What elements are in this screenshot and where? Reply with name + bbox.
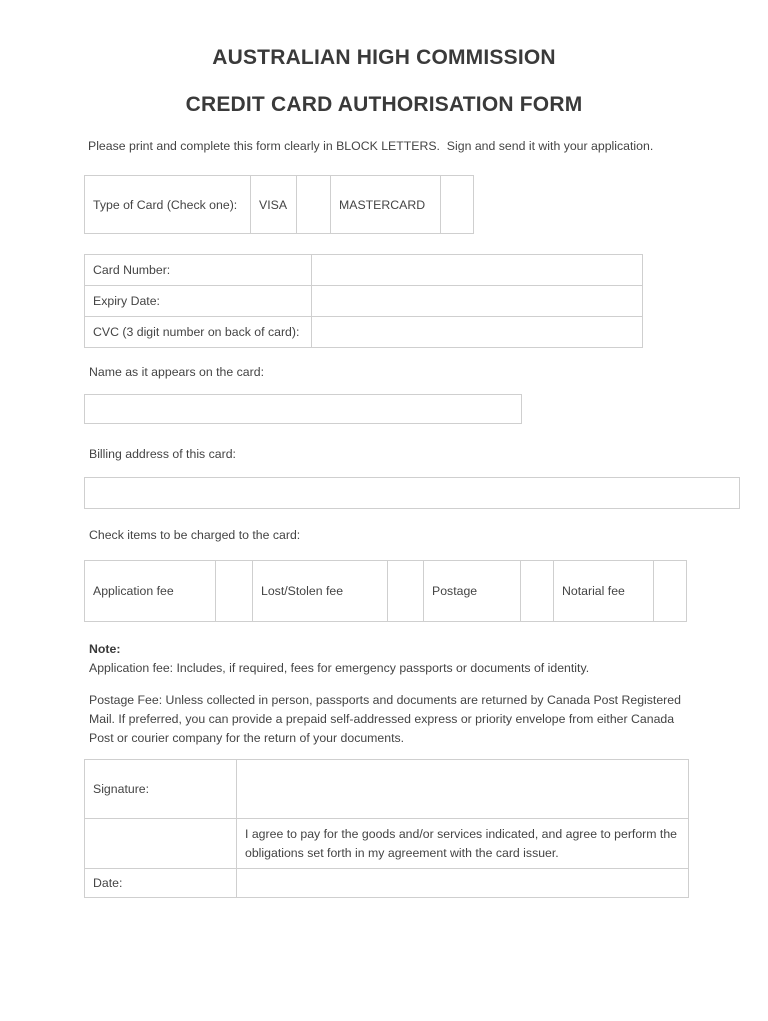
name-on-card-input[interactable] <box>84 394 522 424</box>
table-row <box>85 255 643 286</box>
instructions-text: Please print and complete this form clearly in BLOCK LETTERS. Sign and send it with your application. <box>88 139 654 153</box>
charges-label: Check items to be charged to the card: <box>89 528 301 542</box>
card-type-label: Type of Card (Check one): <box>85 176 251 234</box>
card-type-option-mastercard-checkbox[interactable] <box>441 176 474 234</box>
expiry-date-input[interactable] <box>312 286 643 317</box>
note-block <box>89 640 689 748</box>
table-row <box>85 176 474 234</box>
date-label: Date: <box>85 869 237 898</box>
table-row <box>85 819 689 869</box>
cvc-input[interactable] <box>312 317 643 348</box>
charge-item-application-fee-checkbox[interactable] <box>216 561 253 622</box>
card-number-input[interactable] <box>312 255 643 286</box>
table-row <box>85 286 643 317</box>
charge-item-postage-checkbox[interactable] <box>521 561 554 622</box>
card-type-option-visa-label: VISA <box>251 176 297 234</box>
table-row <box>85 869 689 898</box>
page-subtitle: CREDIT CARD AUTHORISATION FORM <box>185 93 583 116</box>
date-input[interactable] <box>237 869 689 898</box>
card-type-table <box>84 175 474 234</box>
card-type-option-visa-checkbox[interactable] <box>297 176 331 234</box>
name-on-card-label: Name as it appears on the card: <box>89 365 264 379</box>
charge-item-notarial-fee-checkbox[interactable] <box>654 561 687 622</box>
charge-item-lost-stolen-fee-label: Lost/Stolen fee <box>253 561 388 622</box>
charges-table <box>84 560 687 622</box>
table-row <box>85 561 687 622</box>
expiry-date-label: Expiry Date: <box>85 286 312 317</box>
billing-address-input[interactable] <box>84 477 740 509</box>
table-row <box>85 317 643 348</box>
note-paragraph-application-fee: Application fee: Includes, if required, fees for emergency passports or documents of identity. <box>89 661 590 675</box>
card-details-table <box>84 254 643 348</box>
agreement-empty-cell <box>85 819 237 869</box>
card-number-label: Card Number: <box>85 255 312 286</box>
charge-item-postage-label: Postage <box>424 561 521 622</box>
signature-input[interactable] <box>237 760 689 819</box>
charge-item-lost-stolen-fee-checkbox[interactable] <box>388 561 424 622</box>
billing-address-label: Billing address of this card: <box>89 447 236 461</box>
agreement-text: I agree to pay for the goods and/or services indicated, and agree to perform the obligations set forth in my agreement with the card issuer. <box>237 819 689 869</box>
charge-item-notarial-fee-label: Notarial fee <box>554 561 654 622</box>
note-heading: Note: <box>89 642 121 656</box>
signature-label: Signature: <box>85 760 237 819</box>
table-row <box>85 760 689 819</box>
charge-item-application-fee-label: Application fee <box>85 561 216 622</box>
signature-table <box>84 759 689 898</box>
card-type-option-mastercard-label: MASTERCARD <box>331 176 441 234</box>
note-paragraph-postage-fee: Postage Fee: Unless collected in person, passports and documents are returned by Canada Post Registered Mail. If preferred, you can provide a prepaid self-addressed express or priority envelope from either Canada Post or courier company for the return of your documents. <box>89 693 681 745</box>
cvc-label: CVC (3 digit number on back of card): <box>85 317 312 348</box>
page-title: AUSTRALIAN HIGH COMMISSION <box>212 46 556 69</box>
note-spacer <box>89 678 689 691</box>
